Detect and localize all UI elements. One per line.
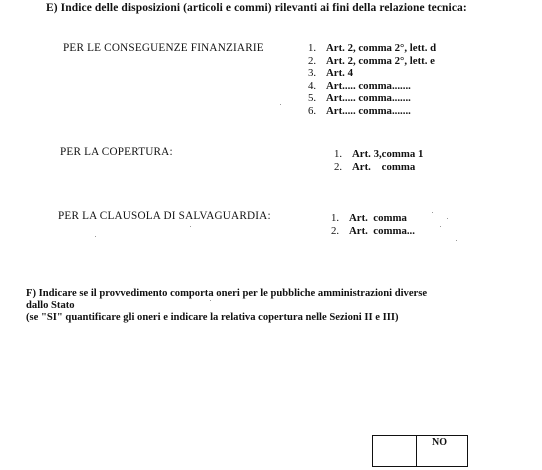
- list-item: 1. Art. 3,comma 1: [334, 148, 424, 160]
- answer-box: [372, 435, 468, 467]
- list-item: 2. Art. comma...: [331, 224, 415, 237]
- copertura-label: PER LA COPERTURA:: [60, 146, 173, 158]
- conseguenze-finanziarie-label: PER LE CONSEGUENZE FINANZIARIE: [63, 42, 264, 54]
- clausola-salvaguardia-list: [331, 212, 415, 237]
- scan-speck: [432, 212, 433, 213]
- conseguenze-finanziarie-list: [308, 42, 436, 118]
- answer-box-divider: [416, 435, 417, 466]
- copertura-list: [334, 148, 423, 173]
- list-item: 1. Art. 2, comma 2°, lett. d: [308, 42, 437, 54]
- section-e-heading: E) Indice delle disposizioni (articoli e commi) rilevanti ai fini della relazione tecnica:: [46, 2, 467, 14]
- section-f-line-1: F) Indicare se il provvedimento comporta oneri per le pubbliche amministrazioni diverse: [26, 288, 428, 299]
- list-item: 5. Art..... comma.......: [308, 92, 411, 105]
- no-label: NO: [432, 437, 447, 448]
- list-item: 1. Art. comma: [331, 212, 407, 224]
- section-f-line-3: (se "SI" quantificare gli oneri e indicare la relativa copertura nelle Sezioni II e III): [26, 312, 399, 324]
- scan-speck: [447, 218, 448, 219]
- scan-speck: [210, 300, 211, 301]
- scan-speck: [456, 240, 457, 241]
- list-item: 2. Art. 2, comma 2°, lett. e: [308, 54, 435, 67]
- scan-speck: [190, 226, 191, 227]
- list-item: 6. Art..... comma.......: [308, 104, 411, 117]
- list-item: 2. Art. comma: [334, 160, 416, 173]
- scan-speck: [95, 236, 96, 237]
- scan-speck: [440, 226, 441, 227]
- scan-speck: [280, 104, 281, 105]
- clausola-salvaguardia-label: PER LA CLAUSOLA DI SALVAGUARDIA:: [58, 210, 271, 222]
- list-item: 3. Art. 4: [308, 67, 353, 80]
- list-item: 4. Art..... comma.......: [308, 79, 411, 92]
- section-f-block: [26, 288, 427, 325]
- section-f-line-2: dallo Stato: [26, 300, 75, 312]
